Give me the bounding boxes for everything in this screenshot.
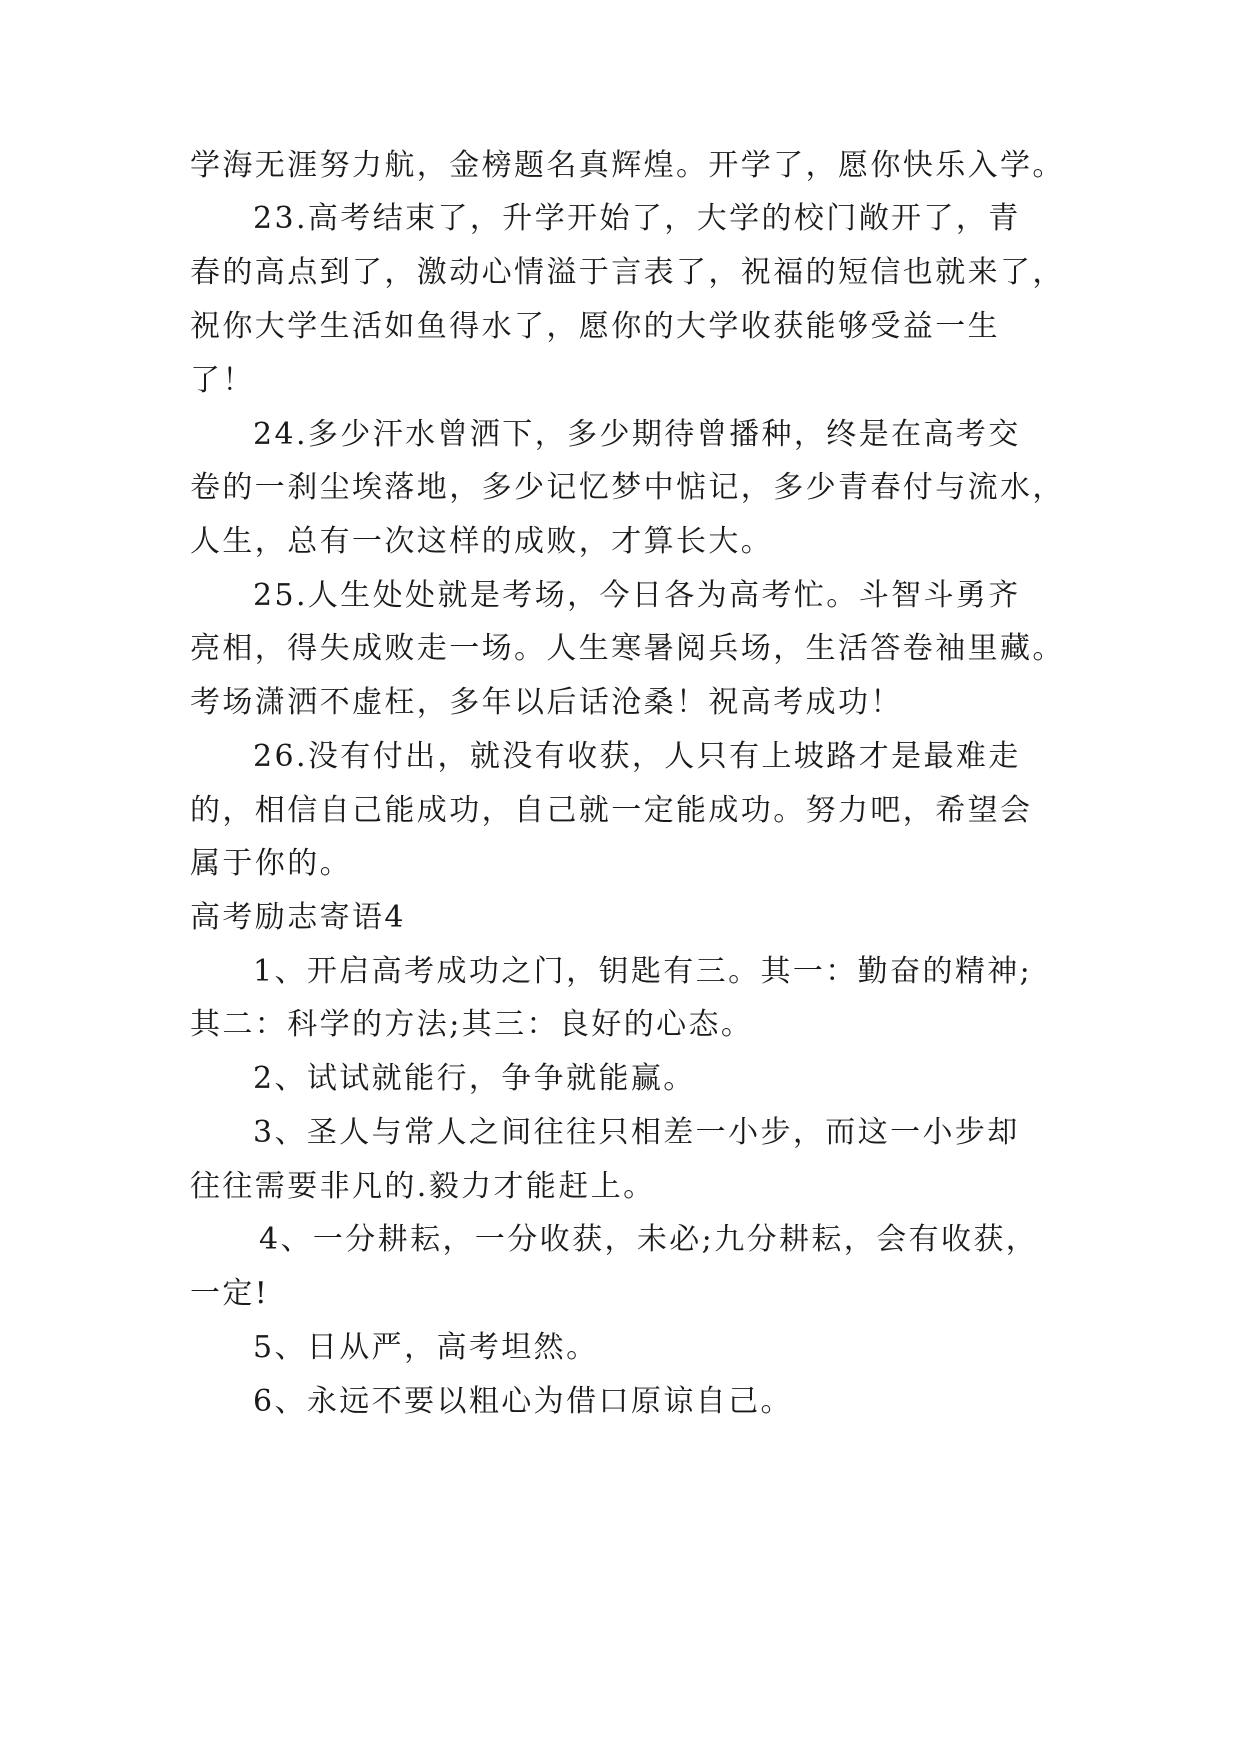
text-line: 2、试试就能行，争争就能赢。	[253, 1061, 696, 1096]
text-line: 属于你的。	[190, 846, 352, 881]
text-line: 祝你大学生活如鱼得水了，愿你的大学收获能够受益一生	[190, 309, 1000, 344]
text-line: 3、圣人与常人之间往往只相差一小步，而这一小步却	[253, 1115, 1020, 1150]
text-line: 4、一分耕耘，一分收获，未必;九分耕耘，会有收获，	[259, 1222, 1039, 1257]
text-line: 25.人生处处就是考场，今日各为高考忙。斗智斗勇齐	[253, 578, 1021, 613]
section-heading: 高考励志寄语4	[190, 900, 406, 935]
text-line: 24.多少汗水曾洒下，多少期待曾播种，终是在高考交	[253, 417, 1021, 452]
text-line: 23.高考结束了，升学开始了，大学的校门敞开了，青	[253, 201, 1021, 236]
text-line: 26.没有付出，就没有收获，人只有上坡路才是最难走	[253, 739, 1021, 774]
text-line: 一定!	[190, 1276, 270, 1311]
text-line: 考场潇洒不虚枉，多年以后话沧桑！祝高考成功！	[190, 685, 903, 720]
text-line: 学海无涯努力航，金榜题名真辉煌。开学了，愿你快乐入学。	[190, 148, 1065, 183]
text-line: 的，相信自己能成功，自己就一定能成功。努力吧，希望会	[190, 793, 1033, 828]
text-line: 往往需要非凡的.毅力才能赶上。	[190, 1169, 656, 1204]
text-line: 了！	[190, 363, 255, 398]
text-line: 1、开启高考成功之门，钥匙有三。其一：勤奋的精神;	[253, 954, 1033, 989]
text-line: 6、永远不要以粗心为借口原谅自己。	[253, 1384, 793, 1419]
text-line: 卷的一刹尘埃落地，多少记忆梦中惦记，多少青春付与流水，	[190, 470, 1065, 505]
text-line: 亮相，得失成败走一场。人生寒暑阅兵场，生活答卷袖里藏。	[190, 631, 1065, 666]
text-line: 春的高点到了，激动心情溢于言表了，祝福的短信也就来了，	[190, 255, 1065, 290]
text-line: 5、日从严，高考坦然。	[253, 1330, 599, 1365]
text-line: 其二：科学的方法;其三：良好的心态。	[190, 1007, 754, 1042]
text-line: 人生，总有一次这样的成败，才算长大。	[190, 524, 774, 559]
